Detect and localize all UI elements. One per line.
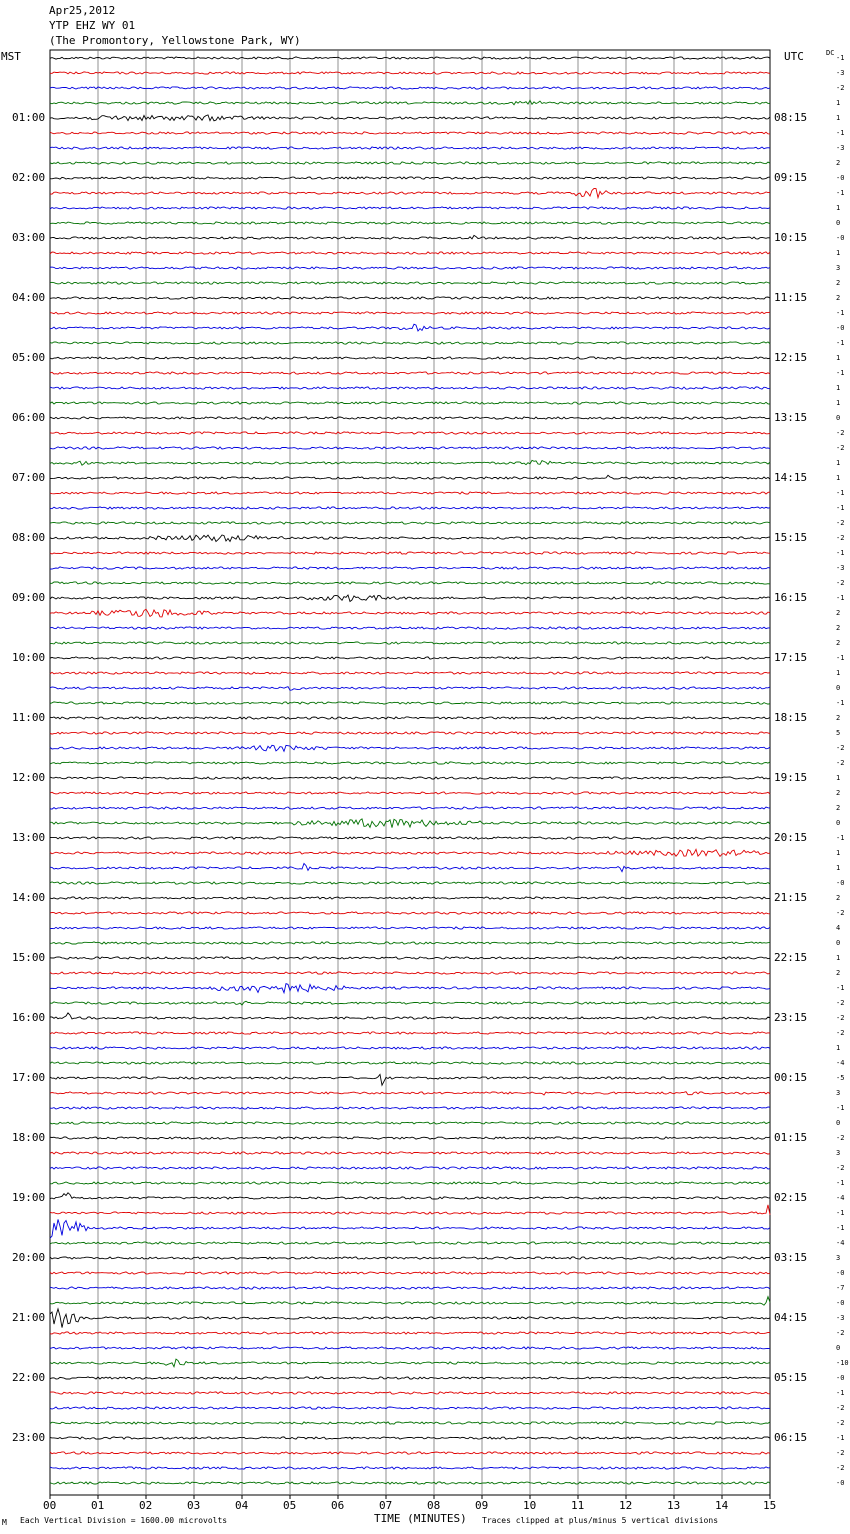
trace-line [50,732,770,734]
trace-line [50,687,770,691]
x-tick-label: 05 [283,1499,297,1512]
dc-offset-label: -2 [836,84,845,92]
x-tick-label: 07 [379,1499,393,1512]
trace-line [50,609,770,617]
trace-line [50,552,770,554]
mst-hour-label: 12:00 [12,771,46,784]
trace-line [50,447,770,449]
trace-line [50,1182,770,1184]
trace-line [50,1047,770,1049]
utc-hour-label: 23:15 [774,1011,808,1024]
trace-line [50,702,770,704]
clip-note: Traces clipped at plus/minus 5 vertical divisions [482,1516,719,1525]
trace-line [50,864,770,872]
mst-hour-label: 09:00 [12,591,46,604]
dc-offset-label: 1 [836,774,841,782]
dc-offset-label: -1 [836,189,845,197]
dc-offset-label: -0 [836,1479,845,1487]
trace-line [50,1074,770,1085]
dc-offset-label: 0 [836,1119,841,1127]
utc-hour-label: 12:15 [774,351,808,364]
trace-line [50,1032,770,1034]
dc-offset-label: -3 [836,564,845,572]
utc-hour-label: 11:15 [774,291,808,304]
x-tick-label: 04 [235,1499,249,1512]
mst-hour-label: 15:00 [12,951,46,964]
trace-line [50,535,770,542]
x-tick-label: 10 [523,1499,537,1512]
x-tick-label: 01 [91,1499,105,1512]
mst-hour-label: 11:00 [12,711,46,724]
x-tick-label: 14 [715,1499,729,1512]
corner-mark: M [2,1518,7,1527]
trace-line [50,912,770,914]
trace-line [50,188,770,197]
dc-offset-label: 5 [836,729,841,737]
dc-offset-label: -4 [836,1059,845,1067]
dc-offset-label: 0 [836,939,841,947]
dc-offset-label: -2 [836,1014,845,1022]
dc-offset-label: -2 [836,1029,845,1037]
dc-offset-label: 2 [836,279,841,287]
trace-line [50,222,770,224]
trace-line [50,132,770,134]
mst-hour-label: 16:00 [12,1011,46,1024]
trace-line [50,882,770,884]
trace-line [50,849,770,856]
header-date: Apr25,2012 [49,4,116,17]
dc-offset-label: -2 [836,1329,845,1337]
mst-hour-label: 01:00 [12,111,46,124]
trace-line [50,147,770,149]
utc-hour-label: 09:15 [774,171,808,184]
trace-line [50,507,770,509]
dc-offset-label: -0 [836,324,845,332]
x-axis-title: TIME (MINUTES) [374,1512,467,1525]
dc-offset-label: 2 [836,624,841,632]
trace-line [50,475,770,479]
trace-line [50,1452,770,1454]
dc-offset-label: -2 [836,519,845,527]
trace-line [50,1309,770,1328]
trace-line [50,717,770,719]
dc-offset-label: -2 [836,579,845,587]
trace-line [50,1287,770,1289]
dc-offset-label: -2 [836,909,845,917]
trace-line [50,1167,770,1169]
dc-offset-label: -1 [836,489,845,497]
dc-offset-label: 1 [836,99,841,107]
dc-offset-label: -1 [836,1179,845,1187]
dc-offset-label: -2 [836,1164,845,1172]
trace-line [50,357,770,359]
trace-line [50,417,770,419]
utc-hour-label: 08:15 [774,111,808,124]
x-tick-label: 13 [667,1499,681,1512]
trace-line [50,1242,770,1244]
dc-offset-label: 1 [836,669,841,677]
trace-line [50,657,770,659]
dc-offset-label: 3 [836,1149,841,1157]
trace-line [50,1407,770,1409]
trace-line [50,1219,770,1238]
utc-hour-label: 00:15 [774,1071,808,1084]
dc-offset-label: -1 [836,699,845,707]
dc-offset-label: 2 [836,789,841,797]
dc-offset-label: -3 [836,69,845,77]
dc-offset-label: 2 [836,609,841,617]
trace-line [50,522,770,524]
trace-line [50,595,770,602]
trace-line [50,1257,770,1259]
trace-line [50,252,770,254]
dc-offset-label: 1 [836,384,841,392]
dc-offset-label: -2 [836,534,845,542]
utc-hour-label: 18:15 [774,711,808,724]
x-tick-label: 12 [619,1499,633,1512]
dc-offset-label: -3 [836,144,845,152]
trace-line [50,792,770,794]
trace-line [50,1332,770,1334]
trace-line [50,1467,770,1469]
dc-offset-label: -1 [836,1104,845,1112]
trace-line [50,402,770,404]
mst-hour-label: 03:00 [12,231,46,244]
trace-line [50,1392,770,1394]
trace-line [50,1107,770,1109]
trace-line [50,1092,770,1095]
mst-hour-label: 21:00 [12,1311,46,1324]
dc-offset-label: 1 [836,1044,841,1052]
trace-line [50,162,770,164]
dc-offset-label: -1 [836,504,845,512]
dc-offset-label: 1 [836,864,841,872]
trace-line [50,1062,770,1064]
trace-line [50,1193,770,1199]
trace-line [50,372,770,374]
dc-offset-label: 0 [836,819,841,827]
trace-line [50,1422,770,1424]
trace-line [50,72,770,74]
trace-line [50,1347,770,1349]
dc-offset-label: -0 [836,1374,845,1382]
dc-offset-label: -1 [836,309,845,317]
mst-hour-label: 22:00 [12,1371,46,1384]
trace-line [50,1152,770,1154]
dc-offset-label: -10 [836,1359,849,1367]
mst-hour-label: 18:00 [12,1131,46,1144]
plot-frame [50,50,770,1495]
trace-line [50,777,770,779]
dc-offset-label: 2 [836,969,841,977]
x-tick-label: 02 [139,1499,153,1512]
dc-offset-label: -2 [836,1134,845,1142]
dc-offset-label: 3 [836,1254,841,1262]
x-tick-label: 08 [427,1499,441,1512]
mst-hour-label: 13:00 [12,831,46,844]
utc-hour-label: 17:15 [774,651,808,664]
trace-line [50,342,770,344]
dc-offset-label: 1 [836,204,841,212]
trace-line [50,897,770,899]
utc-hour-label: 13:15 [774,411,808,424]
trace-line [50,642,770,644]
trace-line [50,297,770,299]
trace-line [50,984,770,993]
dc-offset-label: -2 [836,1419,845,1427]
x-tick-label: 15 [763,1499,777,1512]
trace-line [50,57,770,59]
dc-offset-label: 1 [836,354,841,362]
dc-column-title: DC [826,49,835,57]
dc-offset-label: -2 [836,1449,845,1457]
trace-line [50,957,770,959]
x-tick-label: 03 [187,1499,201,1512]
trace-line [50,87,770,89]
trace-line [50,432,770,434]
dc-offset-label: -2 [836,744,845,752]
mst-hour-label: 06:00 [12,411,46,424]
utc-hour-label: 21:15 [774,891,808,904]
dc-offset-label: -3 [836,1314,845,1322]
dc-offset-label: 3 [836,264,841,272]
mst-hour-label: 23:00 [12,1431,46,1444]
scale-note: Each Vertical Division = 1600.00 microvolts [20,1516,228,1525]
trace-line [50,1297,770,1306]
dc-offset-label: -1 [836,549,845,557]
utc-hour-label: 04:15 [774,1311,808,1324]
dc-offset-label: 1 [836,249,841,257]
trace-line [50,235,770,239]
trace-line [50,1013,770,1019]
trace-line [50,1001,770,1005]
dc-offset-label: -5 [836,1074,845,1082]
trace-line [50,177,770,179]
mst-hour-label: 10:00 [12,651,46,664]
trace-line [50,267,770,269]
dc-offset-label: 0 [836,684,841,692]
dc-offset-label: -7 [836,1284,845,1292]
x-tick-label: 00 [43,1499,57,1512]
trace-line [50,282,770,284]
trace-line [50,762,770,764]
trace-line [50,207,770,209]
trace-line [50,745,770,751]
mst-hour-label: 02:00 [12,171,46,184]
dc-offset-label: -1 [836,654,845,662]
dc-offset-label: -0 [836,1269,845,1277]
dc-offset-label: -2 [836,429,845,437]
dc-offset-label: 4 [836,924,841,932]
trace-line [50,567,770,569]
trace-line [50,1137,770,1139]
dc-offset-label: -2 [836,759,845,767]
mst-hour-label: 19:00 [12,1191,46,1204]
trace-line [50,1272,770,1274]
trace-line [50,582,770,584]
utc-hour-label: 20:15 [774,831,808,844]
trace-line [50,324,770,331]
header-station: YTP EHZ WY 01 [49,19,136,32]
utc-hour-label: 05:15 [774,1371,808,1384]
x-tick-label: 09 [475,1499,489,1512]
mst-hour-label: 04:00 [12,291,46,304]
utc-hour-label: 06:15 [774,1431,808,1444]
utc-hour-label: 14:15 [774,471,808,484]
dc-offset-label: -1 [836,1224,845,1232]
mst-hour-label: 17:00 [12,1071,46,1084]
x-tick-label: 06 [331,1499,345,1512]
trace-line [50,1205,770,1215]
dc-offset-label: 0 [836,219,841,227]
dc-offset-label: 2 [836,894,841,902]
dc-offset-label: 1 [836,849,841,857]
dc-offset-label: -1 [836,1209,845,1217]
trace-line [50,1377,770,1379]
dc-offset-label: 1 [836,474,841,482]
dc-offset-label: 2 [836,159,841,167]
mst-hour-label: 08:00 [12,531,46,544]
utc-hour-label: 01:15 [774,1131,808,1144]
dc-offset-label: 1 [836,114,841,122]
x-tick-label: 11 [571,1499,585,1512]
utc-axis-title: UTC [784,50,804,63]
dc-offset-label: -0 [836,1299,845,1307]
dc-offset-label: -1 [836,369,845,377]
dc-offset-label: 2 [836,714,841,722]
trace-line [50,387,770,389]
trace-line [50,1359,770,1367]
dc-offset-label: -1 [836,1434,845,1442]
mst-hour-label: 07:00 [12,471,46,484]
trace-line [50,942,770,944]
dc-offset-label: -0 [836,879,845,887]
dc-offset-label: -1 [836,339,845,347]
dc-offset-label: -0 [836,234,845,242]
mst-hour-label: 05:00 [12,351,46,364]
dc-offset-label: 1 [836,399,841,407]
mst-hour-label: 20:00 [12,1251,46,1264]
utc-hour-label: 10:15 [774,231,808,244]
trace-line [50,627,770,629]
dc-offset-label: 2 [836,804,841,812]
trace-line [50,807,770,809]
dc-offset-label: -4 [836,1239,845,1247]
dc-offset-label: -1 [836,834,845,842]
dc-offset-label: 3 [836,1089,841,1097]
trace-line [50,1482,770,1484]
utc-hour-label: 19:15 [774,771,808,784]
mst-axis-title: MST [1,50,21,63]
utc-hour-label: 02:15 [774,1191,808,1204]
trace-line [50,672,770,674]
trace-line [50,492,770,494]
dc-offset-label: -2 [836,444,845,452]
dc-offset-label: 2 [836,294,841,302]
trace-line [50,312,770,314]
trace-line [50,460,770,465]
utc-hour-label: 22:15 [774,951,808,964]
dc-offset-label: -1 [836,129,845,137]
trace-line [50,837,770,839]
utc-hour-label: 03:15 [774,1251,808,1264]
utc-hour-label: 15:15 [774,531,808,544]
trace-line [50,972,770,974]
trace-line [50,927,770,929]
dc-offset-label: 2 [836,639,841,647]
dc-offset-label: -1 [836,594,845,602]
dc-offset-label: -1 [836,54,845,62]
trace-line [50,1122,770,1124]
trace-line [50,115,770,121]
dc-offset-label: -2 [836,1464,845,1472]
dc-offset-label: 1 [836,459,841,467]
header-location: (The Promontory, Yellowstone Park, WY) [49,34,301,47]
dc-offset-label: -0 [836,174,845,182]
utc-hour-label: 16:15 [774,591,808,604]
dc-offset-label: -1 [836,1389,845,1397]
mst-hour-label: 14:00 [12,891,46,904]
trace-line [50,100,770,105]
dc-offset-label: -4 [836,1194,845,1202]
trace-line [50,1437,770,1439]
trace-line [50,819,770,828]
dc-offset-label: -2 [836,1404,845,1412]
dc-offset-label: 0 [836,414,841,422]
dc-offset-label: 0 [836,1344,841,1352]
dc-offset-label: -2 [836,999,845,1007]
dc-offset-label: -1 [836,984,845,992]
dc-offset-label: 1 [836,954,841,962]
